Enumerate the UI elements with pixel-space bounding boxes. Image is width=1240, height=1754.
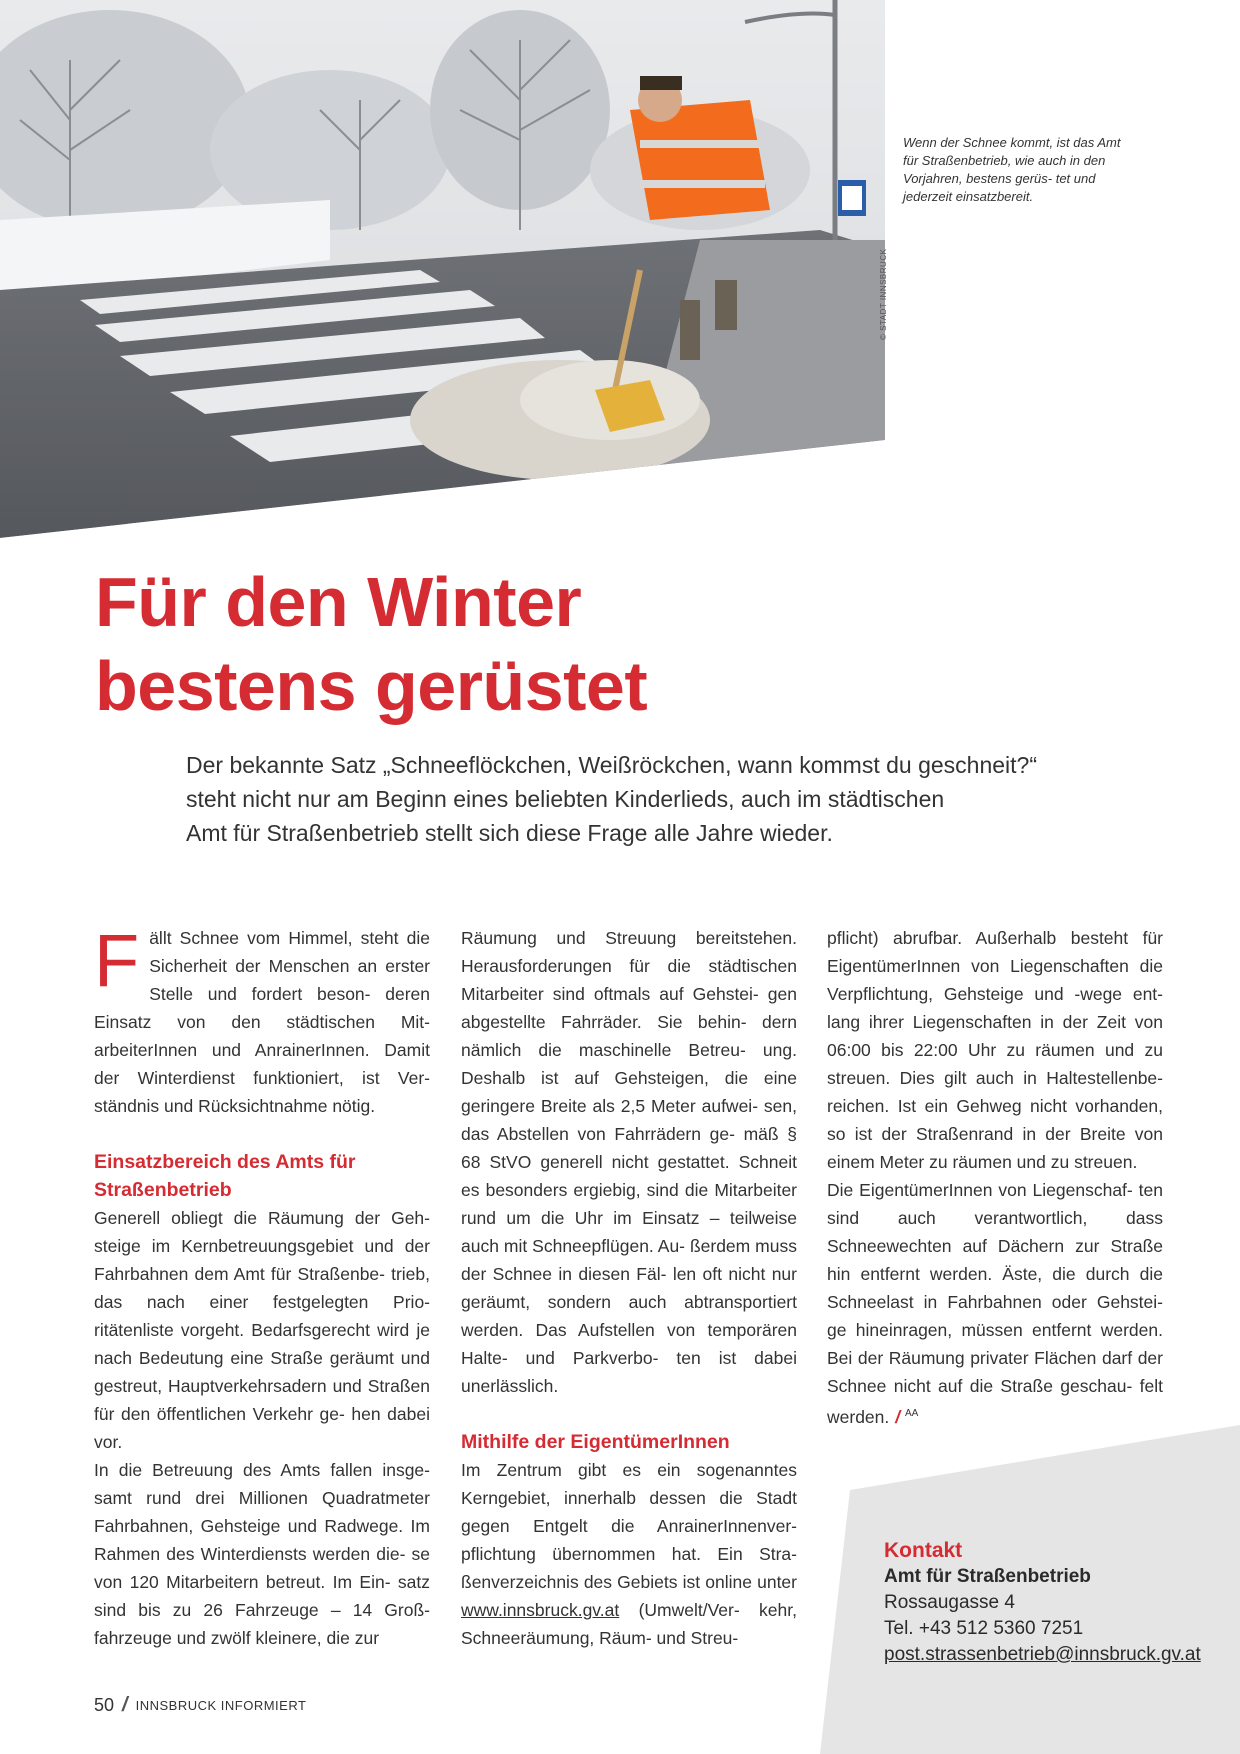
headline-line-2: bestens gerüstet [95, 647, 648, 725]
page-number: 50 [94, 1695, 115, 1715]
paragraph-verantwortung: Die EigentümerInnen von Liegenschaf- ten sind auch verantwortlich, dass Schneewechten auf Dächern zur Straße hin entfernt werden. Äste, die durch die Schneelast in Fahrbahnen oder Gehstei- ge hineinragen, müssen entfernt werden. Bei der Räumung privater Flächen darf der Schnee nicht auf die Straße geschau- felt werden. / $^{AA}$ [827, 1180, 1163, 1427]
headline-line-1: Für den Winter [95, 563, 582, 641]
paragraph-pflicht: pflicht) abrufbar. Außerhalb besteht für EigentümerInnen von Liegenschaften die Verpflichtung, Gehsteige und -wege ent- lang ihrer Liegenschaften in der Zeit von 06:00 bis 22:00 Uhr zu räumen und zu streuen. Dies gilt auch in Haltestellenbe- reichen. Ist ein Gehweg nicht vorhanden, so ist der Straßenrand in der Breite von einem Meter zu räumen und zu streuen. [827, 928, 1163, 1172]
photo-caption: Wenn der Schnee kommt, ist das Amt für Straßenbetrieb, wie auch in den Vorjahren, bestens gerüs- tet und jederzeit einsatzbereit. [903, 135, 1121, 204]
contact-street: Rossaugasse 4 [884, 1592, 1015, 1613]
lead-paragraph [186, 748, 1086, 850]
lead-line-2: steht nicht nur am Beginn eines beliebten Kinderlieds, auch im städtischen [186, 786, 945, 812]
paragraph-kerngebiet: Im Zentrum gibt es ein sogenanntes Kerngebiet, innerhalb dessen die Stadt gegen Entgelt die AnrainerInnenver- pflichtung übernommen hat. Ein Stra- ßenverzeichnis des Gebiets ist online unter www.innsbruck.gv.at (Umwelt/Ver- kehr, Schneeräumung, Räum- und Streu- [461, 1460, 797, 1648]
website-link[interactable]: www.innsbruck.gv.at [461, 1600, 620, 1620]
paragraph-raeumung: Generell obliegt die Räumung der Geh- steige im Kernbetreuungsgebiet und der Fahrbahnen dem Amt für Straßenbe- trieb, das nach einer festgelegten Prio- ritätenliste vorgeht. Bedarfsgerecht wird je nach Bedeutung eine Straße geräumt und gestreut, Hauptverkehrsadern und Straßen für den öffentlichen Verkehr ge- hen dabei vor. [94, 1208, 430, 1452]
lead-line-3: Amt für Straßenbetrieb stellt sich diese Frage alle Jahre wieder. [186, 820, 833, 846]
intro-paragraph: Fällt Schnee vom Himmel, steht die Sicherheit der Menschen an erster Stelle und fordert beson- deren Einsatz von den städtischen Mit- arbeiterInnen und AnrainerInnen. Damit der Winterdienst funktioniert, ist Ver- ständnis und Rücksichtnahme nötig. [94, 919, 430, 1116]
drop-cap: F [94, 919, 140, 1002]
contact-box [884, 1538, 1201, 1668]
article-column-2 [461, 924, 797, 1652]
headline [95, 560, 647, 728]
lead-line-1: Der bekannte Satz „Schneeflöckchen, Weißröckchen, wann kommst du geschneit?“ [186, 752, 1037, 778]
subhead-mithilfe: Mithilfe der EigentümerInnen [461, 1431, 730, 1453]
article-column-1 [94, 919, 430, 1652]
photo-credit: © STADT INNSBRUCK [879, 248, 888, 340]
end-mark-icon: / [895, 1406, 901, 1427]
publication-name: INNSBRUCK INFORMIERT [135, 1698, 307, 1713]
contact-title: Kontakt [884, 1539, 963, 1562]
contact-organization: Amt für Straßenbetrieb [884, 1566, 1091, 1587]
paragraph-continuation: Räumung und Streuung bereitstehen. Herausforderungen für die städtischen Mitarbeiter sind oftmals auf Gehstei- gen abgestellte Fahrräder. Sie behin- dern nämlich die maschinelle Betreu- ung. Deshalb ist auf Gehsteigen, die eine geringere Breite als 2,5 Meter aufwei- sen, das Abstellen von Fahrrädern ge- mäß § 68 StVO generell nicht gestattet. Schneit es besonders ergiebig, sind die Mitarbeiter rund um die Uhr im Einsatz – teilweise auch mit Schneepflügen. Au- ßerdem muss der Schnee in diesen Fäl- len oft nicht nur geräumt, sondern auch abtransportiert werden. Das Aufstellen von temporären Halte- und Parkverbo- ten ist dabei unerlässlich. [461, 928, 797, 1396]
contact-email-link[interactable]: post.strassenbetrieb@innsbruck.gv.at [884, 1644, 1201, 1665]
article-column-3 [827, 924, 1163, 1431]
separator-icon: / [122, 1694, 128, 1716]
page-footer [94, 1694, 306, 1717]
paragraph-betreuung: In die Betreuung des Amts fallen insge- samt rund drei Millionen Quadratmeter Fahrbahnen, Gehsteige und Radwege. Im Rahmen des Winterdiensts werden die- se von 120 Mitarbeitern betreut. Im Ein- satz sind bis zu 26 Fahrzeuge – 14 Groß- fahrzeuge und zwölf kleinere, die zur [94, 1460, 430, 1648]
author-initials: AA [905, 1408, 919, 1419]
subhead-einsatzbereich: Einsatzbereich des Amts für Straßenbetrieb [94, 1151, 356, 1201]
contact-phone: Tel. +43 512 5360 7251 [884, 1618, 1084, 1639]
